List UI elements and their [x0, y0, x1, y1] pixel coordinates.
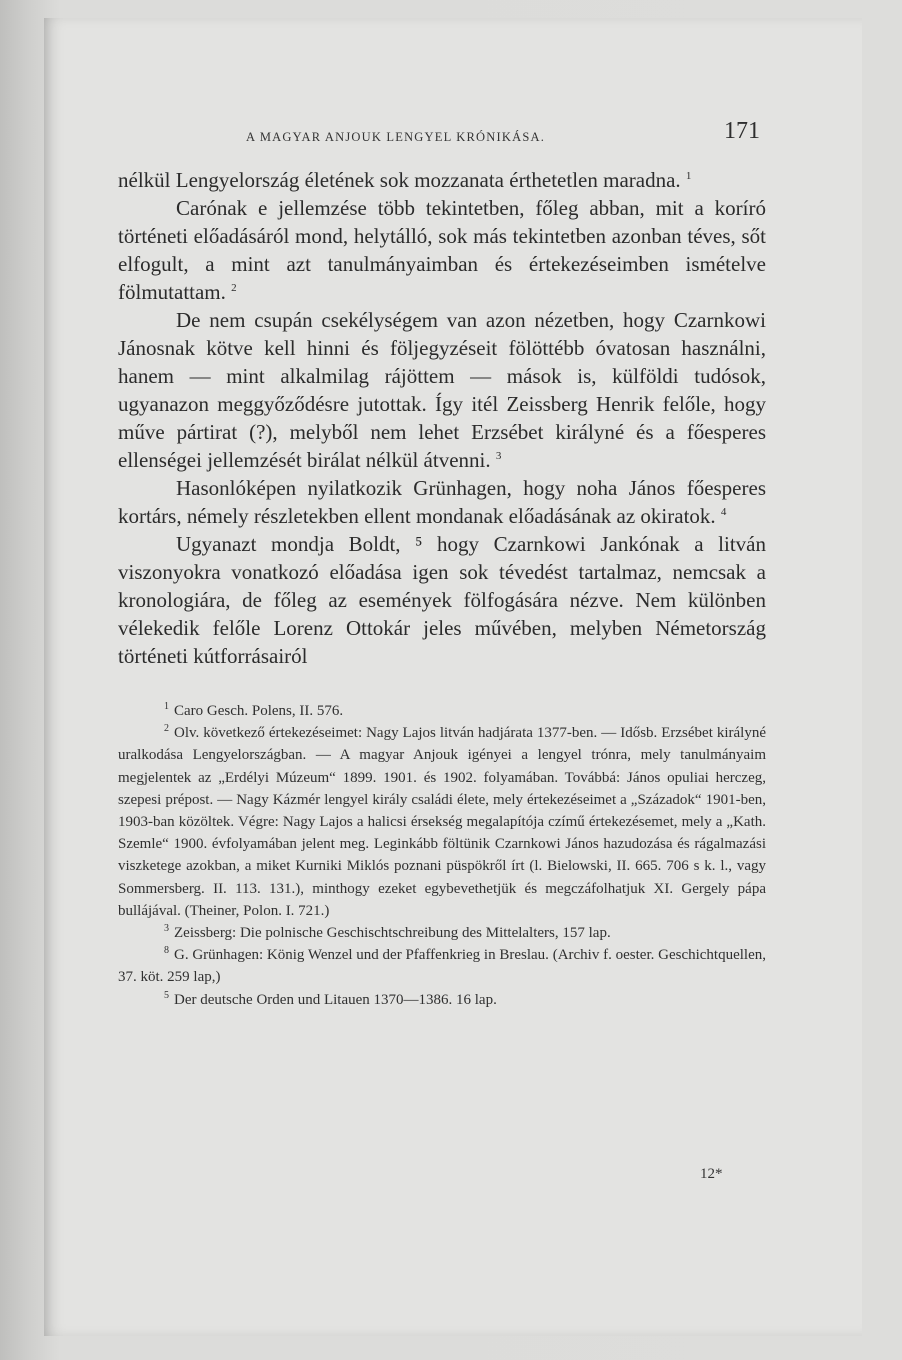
- footnote-ref: 3: [495, 450, 502, 462]
- paragraph: nélkül Lengyelország életének sok mozzanata érthetetlen maradna. $^1$: [118, 168, 692, 192]
- paragraph: De nem csupán csekélységem van azon nézetben, hogy Czarnkowi Jánosnak kötve kell hinni és följegyzéseit fölöttébb óvatosan használni, hanem — mint alkalmilag rájöttem — mások is, külföldi tudósok, ugyanazon meggyőződésre jutottak. Így itél Zeissberg Henrik felőle, hogy műve pártirat (?), melyből nem lehet Erzsébet királyné és a főesperes ellenségei jellemzését birálat nélkül átvenni. $^3$: [118, 308, 766, 472]
- running-head: [118, 110, 766, 166]
- paragraph: Hasonlóképen nyilatkozik Grünhagen, hogy noha János főesperes kortárs, némely részletekben ellent mondanak előadásának az okiratok. $^4$: [118, 476, 766, 528]
- text-block: [118, 110, 766, 1011]
- paragraph: Carónak e jellemzése több tekintetben, főleg abban, mit a koríró történeti előadásáról mond, helytálló, sok más tekintetben azonban téves, sőt elfogult, a mint azt tanulmányaimban és értekezéseimben ismételve fölmutattam. $^2$: [118, 196, 766, 304]
- footnote-ref: 2: [231, 282, 237, 294]
- footnote: $^1$ Caro Gesch. Polens, II. 576.: [164, 701, 344, 719]
- footnote-number: 3: [164, 923, 169, 935]
- footnote-ref: 1: [685, 170, 692, 182]
- page-number: 171: [724, 118, 760, 144]
- signature-mark: 12*: [700, 1166, 723, 1182]
- body-text: [118, 166, 766, 670]
- footnote-number: 8: [164, 945, 169, 957]
- running-title: A MAGYAR ANJOUK LENGYEL KRÓNIKÁSA.: [246, 130, 546, 144]
- footnote: $^2$ Olv. következő értekezéseimet: Nagy Lajos litván hadjárata 1377-ben. — Idősb. Erzsébet királyné uralkodása Lengyelországban. — A magyar Anjouk igényei a lengyel trónra, mely tanulmányaim megjelentek az „Erdélyi Múzeum“ 1899. 1901. és 1902. folyamában. Továbbá: János opuliai herczeg, szepesi prépost. — Nagy Kázmér lengyel király családi élete, mely értekezéseimet a „Századok“ 1901-ben, 1903-ban közöltek. Végre: Nagy Lajos a halicsi érsekség megalapítója czímű értekezésemet, mely a „Kath. Szemle“ 1900. évfolyamában jelent meg. Leginkább föltünik Czarnkowi János hazudozása és rágalmazási viszketege azokban, a miket Kurniki Miklós poznani püspökről írt (l. Bielowski, II. 665. 706 s k. l., vagy Sommersberg. II. 113. 131.), minthogy ezeket egybevethetjük és megczáfolhatjuk XI. Gergely pápa bullájával. (Theiner, Polon. I. 721.): [118, 723, 766, 919]
- footnote-number: 2: [164, 723, 169, 735]
- footnote: $^5$ Der deutsche Orden und Litauen 1370—1386. 16 lap.: [164, 989, 497, 1008]
- footnote-number: 5: [164, 989, 169, 1001]
- footnote-ref: 4: [720, 506, 727, 518]
- paragraph: Ugyanazt mondja Boldt, ⁵ hogy Czarnkowi Jankónak a litván viszonyokra vonatkozó előadása igen sok tévedést tartalmaz, nemcsak a kronologiára, de főleg az események fölfogására nézve. Nem különben vélekedik felőle Lorenz Ottokár jeles művében, melyben Németország történeti kútforrásairól: [118, 532, 766, 668]
- footnote-number: 1: [164, 701, 169, 712]
- footnote: $^3$ Zeissberg: Die polnische Geschischtschreibung des Mittelalters, 157 lap.: [164, 923, 611, 942]
- footnote: $^8$ G. Grünhagen: König Wenzel und der Pfaffenkrieg in Breslau. (Archiv f. oester. Geschichtquellen, 37. köt. 259 lap,): [118, 945, 766, 986]
- footnotes: [118, 700, 766, 1011]
